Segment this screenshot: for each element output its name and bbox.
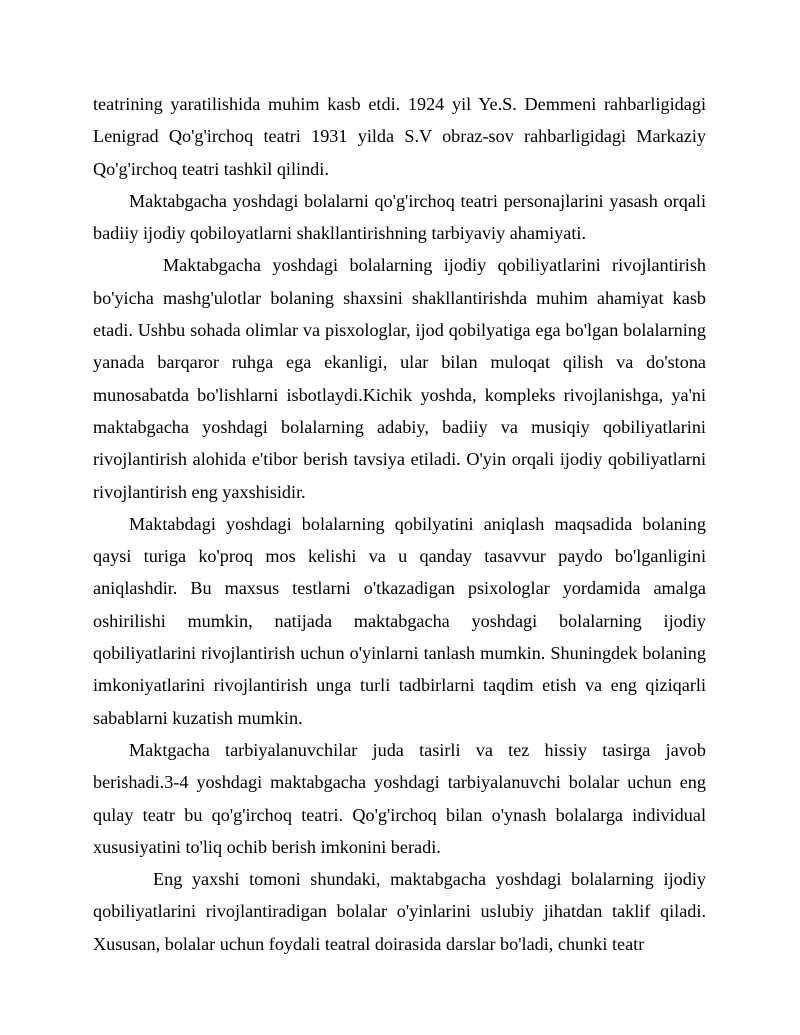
paragraph-heading-statement: Maktabgacha yoshdagi bolalarni qo'g'irchoq teatri personajlarini yasash orqali badiiy ijodiy qobiloyatlarni shakllantirishning tarbiyaviy ahamiyati. <box>93 190 706 244</box>
document-body <box>93 88 706 960</box>
paragraph-best-side: Eng yaxshi tomoni shundaki, maktabgacha yoshdagi bolalarning ijodiy qobiliyatlarini rivojlantiradigan bolalar o'yinlarini uslubiy jihatdan taklif qiladi. Xususan, bolalar uchun foydali teatral doirasida darslar bo'ladi, chunki teatr <box>93 869 706 954</box>
paragraph-continuation: teatrining yaratilishida muhim kasb etdi. 1924 yil Ye.S. Demmeni rahbarligidagi Lenigrad Qo'g'irchoq teatri 1931 yilda S.V obraz-sov rahbarligidagi Markaziy Qo'g'irchoq teatri tashkil qilindi. <box>93 94 706 179</box>
paragraph-ability-testing: Maktabdagi yoshdagi bolalarning qobilyatini aniqlash maqsadida bolaning qaysi turiga ko'proq mos kelishi va u qanday tasavvur paydo bo'lganligini aniqlashdir. Bu maxsus testlarni o'tkazadigan psixologlar yordamida amalga oshirilishi mumkin, natijada maktabgacha yoshdagi bolalarning ijodiy qobiliyatlarini rivojlantirish uchun o'yinlarni tanlash mumkin. Shuningdek bolaning imkoniyatlarini rivojlantirish unga turli tadbirlarni taqdim etish va eng qiziqarli sabablarni kuzatish mumkin. <box>93 513 706 728</box>
paragraph-creative-abilities: Maktabgacha yoshdagi bolalarning ijodiy qobiliyatlarini rivojlantirish bo'yicha mashg'ulotlar bolaning shaxsini shakllantirishda muhim ahamiyat kasb etadi. Ushbu sohada olimlar va pisxologlar, ijod qobilyatiga ega bo'lgan bolalarning yanada barqaror ruhga ega ekanligi, ular bilan muloqat qilish va do'stona munosabatda bo'lishlarni isbotlaydi.Kichik yoshda, kompleks rivojlanishga, ya'ni maktabgacha yoshdagi bolalarning adabiy, badiiy va musiqiy qobiliyatlarini rivojlantirish alohida e'tibor berish tavsiya etiladi. O'yin orqali ijodiy qobiliyatlarni rivojlantirish eng yaxshisidir. <box>93 255 706 502</box>
paragraph-puppet-theatre: Maktgacha tarbiyalanuvchilar juda tasirli va tez hissiy tasirga javob berishadi.3-4 yoshdagi maktabgacha yoshdagi tarbiyalanuvchi bolalar uchun eng qulay teatr bu qo'g'irchoq teatri. Qo'g'irchoq bilan o'ynash bolalarga individual xususiyatini to'liq ochib berish imkonini beradi. <box>93 739 706 857</box>
